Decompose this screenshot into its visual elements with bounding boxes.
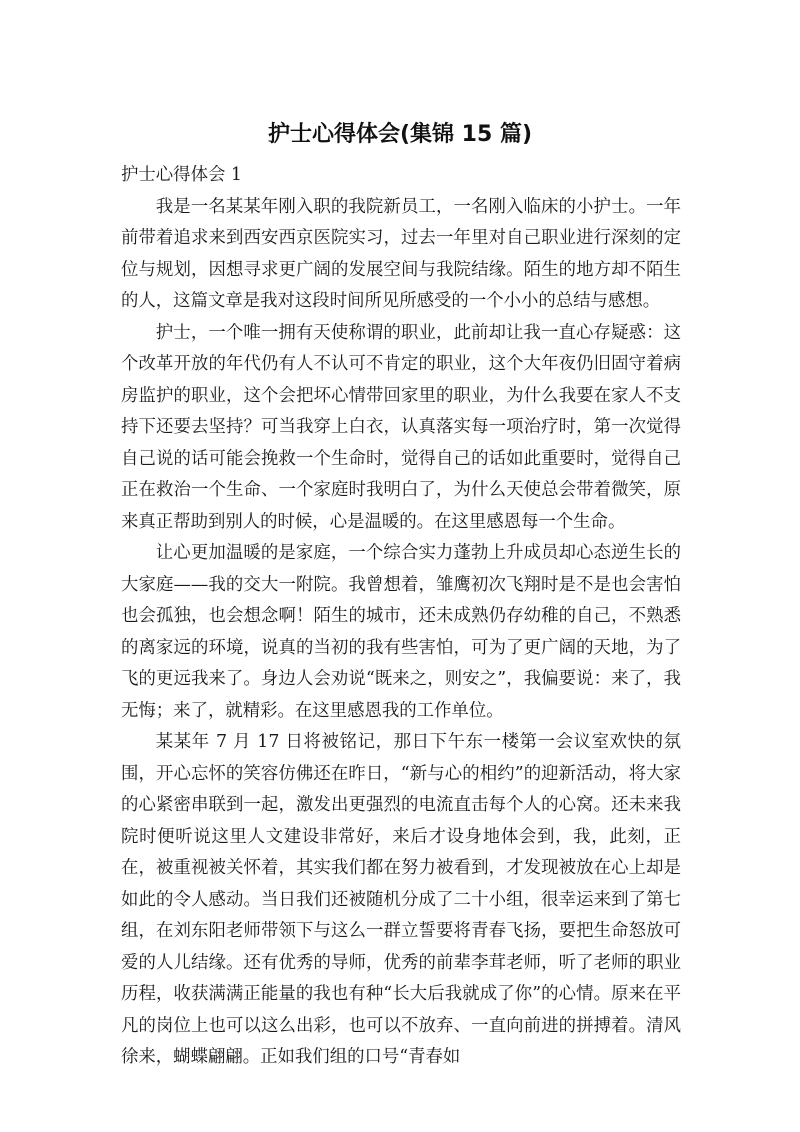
document-title: 护士心得体会(集锦 15 篇) [267, 122, 533, 147]
section-heading: 护士心得体会 1 [121, 165, 242, 185]
paragraph-4: 某某年 7 月 17 日将被铭记，那日下午东一楼第一会议室欢快的氛围，开心忘怀的笑容仿佛还在昨日，“新与心的相约”的迎新活动，将大家的心紧密串联到一起，激发出更强烈的电流直击每个人的心窝。还未来我院时便听说这里人文建设非常好，来后才设身地体会到，我，此刻，正在，被重视被关怀着，其实我们都在努力被看到，才发现被放在心上却是如此的令人感动。当日我们还被随机分成了二十小组，很幸运来到了第七组，在刘东阳老师带领下与这么一群立誓要将青春飞扬，要把生命怒放可爱的人儿结缘。还有优秀的导师，优秀的前辈李茸老师，听了老师的职业历程，收获满满正能量的我也有种“长大后我就成了你”的心情。原来在平凡的岗位上也可以这么出彩，也可以不放弃、一直向前进的拼搏着。清风徐来，蝴蝶翩翩。正如我们组的口号“青春如 [121, 732, 681, 1067]
paragraph-2: 护士，一个唯一拥有天使称谓的职业，此前却让我一直心存疑惑：这个改革开放的年代仍有人不认可不肯定的职业，这个大年夜仍旧固守着病房监护的职业，这个会把坏心情带回家里的职业，为什么我要在家人不支持下还要去坚持？可当我穿上白衣，认真落实每一项治疗时，第一次觉得自己说的话可能会挽救一个生命时，觉得自己的话如此重要时，觉得自己正在救治一个生命、一个家庭时我明白了，为什么天使总会带着微笑，原来真正帮助到别人的时候，心是温暖的。在这里感恩每一个生命。 [121, 322, 681, 532]
paragraph-3: 让心更加温暖的是家庭，一个综合实力蓬勃上升成员却心态逆生长的大家庭——我的交大一附院。我曾想着，雏鹰初次飞翔时是不是也会害怕也会孤独，也会想念啊！陌生的城市，还未成熟仍存幼稚的自己，不熟悉的离家远的环境，说真的当初的我有些害怕，可为了更广阔的天地，为了飞的更远我来了。身边人会劝说“既来之，则安之”，我偏要说：来了，我无悔；来了，就精彩。在这里感恩我的工作单位。 [121, 543, 681, 721]
document-body [121, 160, 681, 1074]
paragraph-1: 我是一名某某年刚入职的我院新员工，一名刚入临床的小护士。一年前带着追求来到西安西京医院实习，过去一年里对自己职业进行深刻的定位与规划，因想寻求更广阔的发展空间与我院结缘。陌生的地方却不陌生的人，这篇文章是我对这段时间所见所感受的一个小小的总结与感想。 [121, 196, 681, 311]
